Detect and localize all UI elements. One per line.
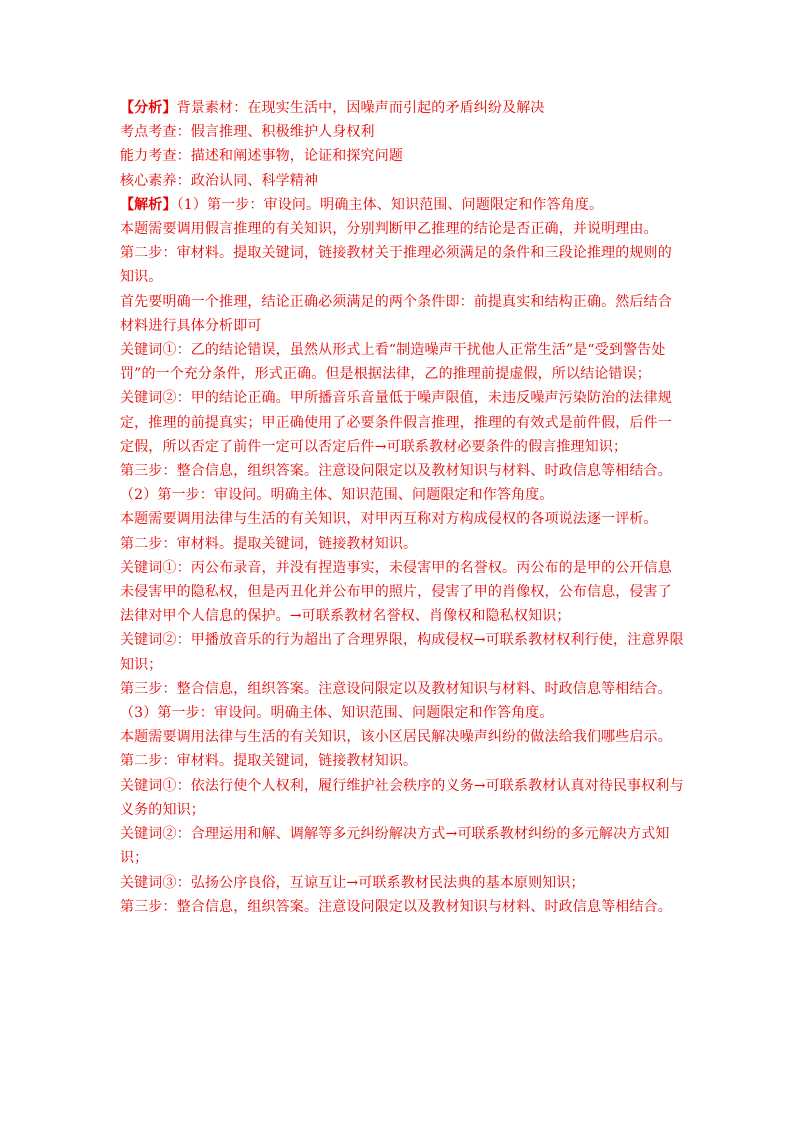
q2-keyword-2: 关键词②：甲播放音乐的行为超出了合理界限，构成侵权→可联系教材权利行使，注意界限知识；	[120, 632, 684, 673]
q3-keyword-3: 关键词③：弘扬公序良俗，互谅互让→可联系教材民法典的基本原则知识；	[120, 874, 585, 891]
q3-step1: （3）第一步：审设问。明确主体、知识范围、问题限定和作答角度。	[120, 705, 554, 722]
q3-keyword-2: 关键词②：合理运用和解、调解等多元纠纷解决方式→可联系教材纠纷的多元解决方式知识；	[120, 826, 670, 867]
q1-step3: 第三步：整合信息，组织答案。注意设问限定以及教材知识与材料、时政信息等相结合。	[120, 463, 672, 480]
q3-step3: 第三步：整合信息，组织答案。注意设问限定以及教材知识与材料、时政信息等相结合。	[120, 898, 672, 915]
analysis-background: 背景素材：在现实生活中，因噪声而引起的矛盾纠纷及解决	[176, 100, 545, 116]
analysis-ability: 能力考查：描述和阐述事物，论证和探究问题	[120, 148, 403, 165]
q1-task: 本题需要调用假言推理的有关知识，分别判断甲乙推理的结论是否正确，并说明理由。	[120, 221, 658, 238]
q2-step3: 第三步：整合信息，组织答案。注意设问限定以及教材知识与材料、时政信息等相结合。	[120, 680, 672, 697]
q2-keyword-1: 关键词①：丙公布录音，并没有捏造事实，未侵害甲的名誉权。丙公布的是甲的公开信息未侵害甲的隐私权，但是丙丑化并公布甲的照片，侵害了甲的肖像权，公布信息，侵害了法律对甲个人信息的保护。→可联系教材名誉权、肖像权和隐私权知识；	[120, 559, 672, 625]
q1-step2: 第二步：审材料。提取关键词，链接教材关于推理必须满足的条件和三段论推理的规则的知识。	[120, 245, 672, 286]
explanation-label: 【解析】	[120, 196, 177, 213]
analysis-literacy: 核心素养：政治认同、科学精神	[120, 172, 319, 189]
q2-step2: 第二步：审材料。提取关键词，链接教材知识。	[120, 535, 418, 552]
q1-step1: （1）第一步：审设问。明确主体、知识范围、问题限定和作答角度。	[176, 196, 604, 213]
q1-keyword-2: 关键词②：甲的结论正确。甲所播音乐音量低于噪声限值，未违反噪声污染防治的法律规定，推理的前提真实；甲正确使用了必要条件假言推理，推理的有效式是前件假，后件一定假，所以否定了前件一定可以否定后件→可联系教材必要条件的假言推理知识；	[120, 390, 672, 455]
analysis-points: 考点考查：假言推理、积极维护人身权利	[120, 124, 375, 141]
answer-analysis-document	[120, 96, 685, 919]
q2-task: 本题需要调用法律与生活的有关知识，对甲丙互称对方构成侵权的各项说法逐一评析。	[120, 511, 658, 528]
explanation-q1-step1-line	[120, 193, 685, 217]
analysis-label: 【分析】	[120, 100, 177, 116]
q2-step1: （2）第一步：审设问。明确主体、知识范围、问题限定和作答角度。	[120, 487, 554, 504]
analysis-background-line	[120, 96, 685, 120]
q3-keyword-1: 关键词①：依法行使个人权利，履行维护社会秩序的义务→可联系教材认真对待民事权利与义务的知识；	[120, 777, 684, 818]
q3-task: 本题需要调用法律与生活的有关知识，该小区居民解决噪声纠纷的做法给我们哪些启示。	[120, 729, 672, 746]
q3-step2: 第二步：审材料。提取关键词，链接教材知识。	[120, 753, 418, 770]
q1-keyword-1: 关键词①：乙的结论错误，虽然从形式上看“制造噪声干扰他人正常生活”是“受到警告处罚”的一个充分条件，形式正确。但是根据法律，乙的推理前提虚假，所以结论错误；	[120, 342, 666, 383]
q1-premise: 首先要明确一个推理，结论正确必须满足的两个条件即：前提真实和结构正确。然后结合材料进行具体分析即可	[120, 293, 672, 334]
